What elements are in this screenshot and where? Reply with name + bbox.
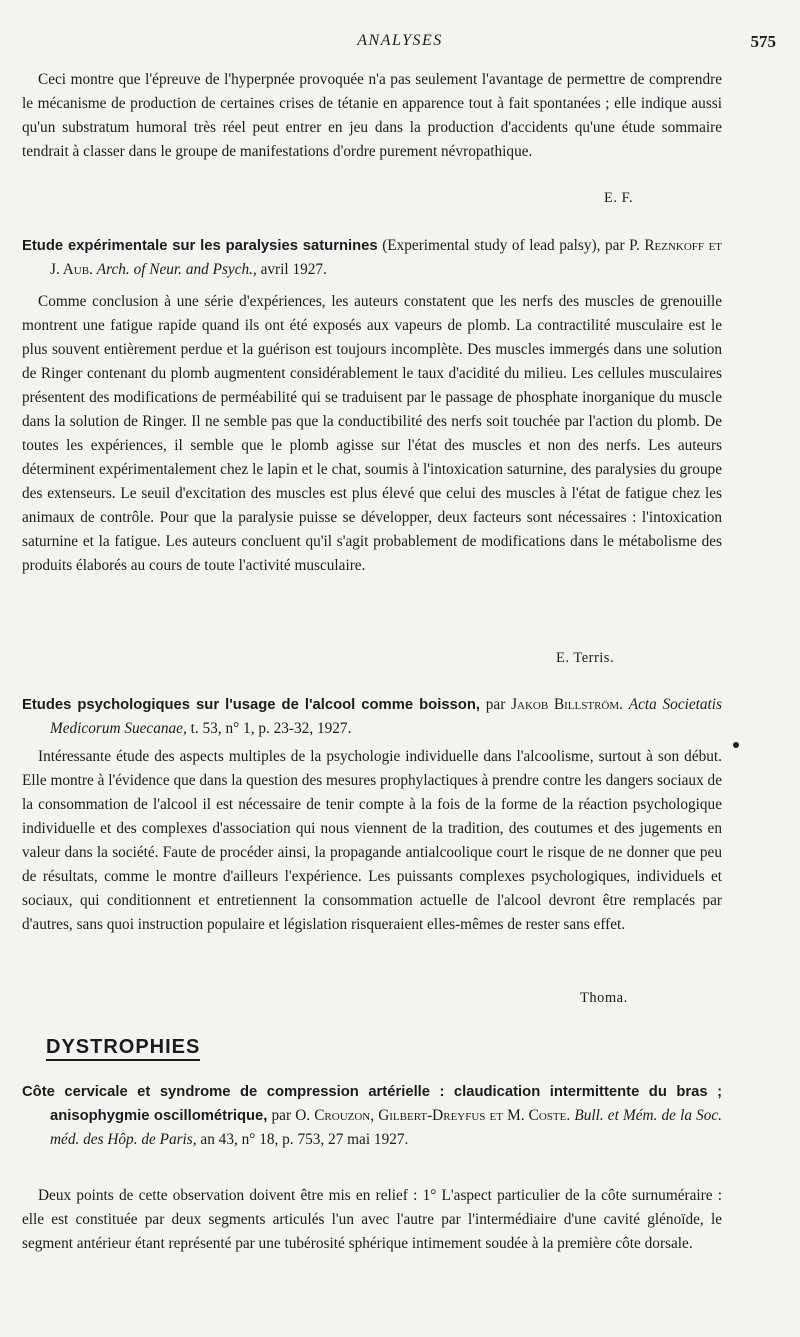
article2-title: Etude expérimentale sur les paralysies saturnines xyxy=(22,238,378,254)
article2-by: par xyxy=(605,237,625,254)
article2-original-title: (Experimental study of lead palsy), xyxy=(382,237,601,254)
article2-date: avril 1927. xyxy=(260,261,327,278)
article4-authors: O. Crouzon, Gilbert-Dreyfus et M. Coste. xyxy=(295,1107,571,1124)
article1-signature: E. F. xyxy=(604,190,634,206)
article4-ref: an 43, n° 18, p. 753, 27 mai 1927. xyxy=(200,1131,409,1148)
article4-body: Deux points de cette observation doivent être mis en relief : 1° L'aspect particulier de la côte surnuméraire : elle est constituée par deux segments articulés l'un avec l'autre par l'intermédiaire d'une cavité glénoïde, le segment antérieur étant représenté par une tubérosité sphérique intimement soudée à la première côte dorsale. xyxy=(22,1187,722,1252)
article3-by: par xyxy=(485,696,506,713)
section-heading: DYSTROPHIES xyxy=(46,1035,200,1061)
article4-title: Côte cervicale et syndrome de compression artérielle : claudication intermittente du bras ; anisophygmie oscillométrique, xyxy=(22,1084,722,1124)
article4-journal: Bull. et Mém. de la Soc. méd. des Hôp. de Paris, xyxy=(50,1107,723,1148)
article2-body: Comme conclusion à une série d'expériences, les auteurs constatent que les nerfs des muscles de grenouille montrent une fatigue rapide quand ils ont été exposés aux vapeurs de plomb. La contractilité musculaire est le plus souvent entièrement perdue et la guérison est toujours incomplète. Des muscles immergés dans une solution de Ringer contenant du plomb augmentent considérablement le taux d'acidité du milieu. Les cellules musculaires présentent des modifications de perméabilité qui se traduisent par le passage de phosphate inorganique du muscle dans la solution de Ringer. Il ne semble pas que la conductibilité des nerfs soit touchée par l'action du plomb. De toutes les expériences, il semble que le plomb agisse sur l'état des muscles et non des nerfs. Les auteurs déterminent expérimentalement chez le lapin et le chat, soumis à l'intoxication saturnine, des paralysies du groupe des extenseurs. Le seuil d'excitation des muscles est plus élevé que celui des muscles à l'état de fatigue chez les animaux de contrôle. Pour que la paralysie puisse se développer, deux facteurs sont nécessaires : l'intoxication saturnine et la fatigue. Les auteurs concluent qu'il s'agit probablement de modifications dans le métabolisme des produits élaborés au cours de toute l'activité musculaire. xyxy=(22,293,722,574)
article1-body: Ceci montre que l'épreuve de l'hyperpnée provoquée n'a pas seulement l'avantage de permettre de comprendre le mécanisme de production de certaines crises de tétanie en apparence tout à fait spontanées ; elle indique aussi qu'un substratum humoral très réel peut entrer en jeu dans la production d'accidents qu'une étude sommaire tendrait à classer dans le groupe de manifestations d'ordre purement névropathique. xyxy=(22,71,722,160)
article4-by: par xyxy=(271,1107,292,1124)
article3-heading xyxy=(22,693,722,741)
article2-signature: E. Terris. xyxy=(556,650,615,666)
article3-body: Intéressante étude des aspects multiples de la psychologie individuelle dans l'alcoolisme, surtout à son début. Elle montre à l'évidence que dans la question des mesures prophylactiques à prendre contre les dangers sociaux de la consommation de l'alcool il est nécessaire de tenir compte à la fois de la forme de la réaction psychologique individuelle et des complexes d'association qui nous viennent de la tradition, des coutumes et des jugements en valeur dans la société. Faute de procéder ainsi, la propagande antialcoolique court le risque de ne donner que peu de résultats, comme le montre d'ailleurs l'expérience. Les puissants complexes psychologiques, individuels et sociaux, qui conditionnent et entretiennent la consommation actuelle de l'alcool devront être remplacés par d'autres, sans quoi instruction populaire et législation risqueraient elles-mêmes de rester sans effet. xyxy=(22,748,722,933)
article3-title: Etudes psychologiques sur l'usage de l'alcool comme boisson, xyxy=(22,697,480,713)
page-number: 575 xyxy=(750,32,776,51)
article2-heading xyxy=(22,234,722,282)
article2-journal: Arch. of Neur. and Psych., xyxy=(96,261,257,278)
running-head: ANALYSES xyxy=(357,32,443,49)
page-header xyxy=(20,32,780,56)
article3-signature: Thoma. xyxy=(580,990,628,1006)
article3-journal: Acta Societatis Medicorum Suecanae, xyxy=(50,696,722,737)
article2-authors: P. Reznkoff et J. Aub. xyxy=(50,237,723,278)
article3-ref: t. 53, n° 1, p. 23-32, 1927. xyxy=(190,720,352,737)
ink-speck xyxy=(733,742,739,748)
article4-heading xyxy=(22,1080,722,1152)
article3-authors: Jakob Billström. xyxy=(511,696,623,713)
